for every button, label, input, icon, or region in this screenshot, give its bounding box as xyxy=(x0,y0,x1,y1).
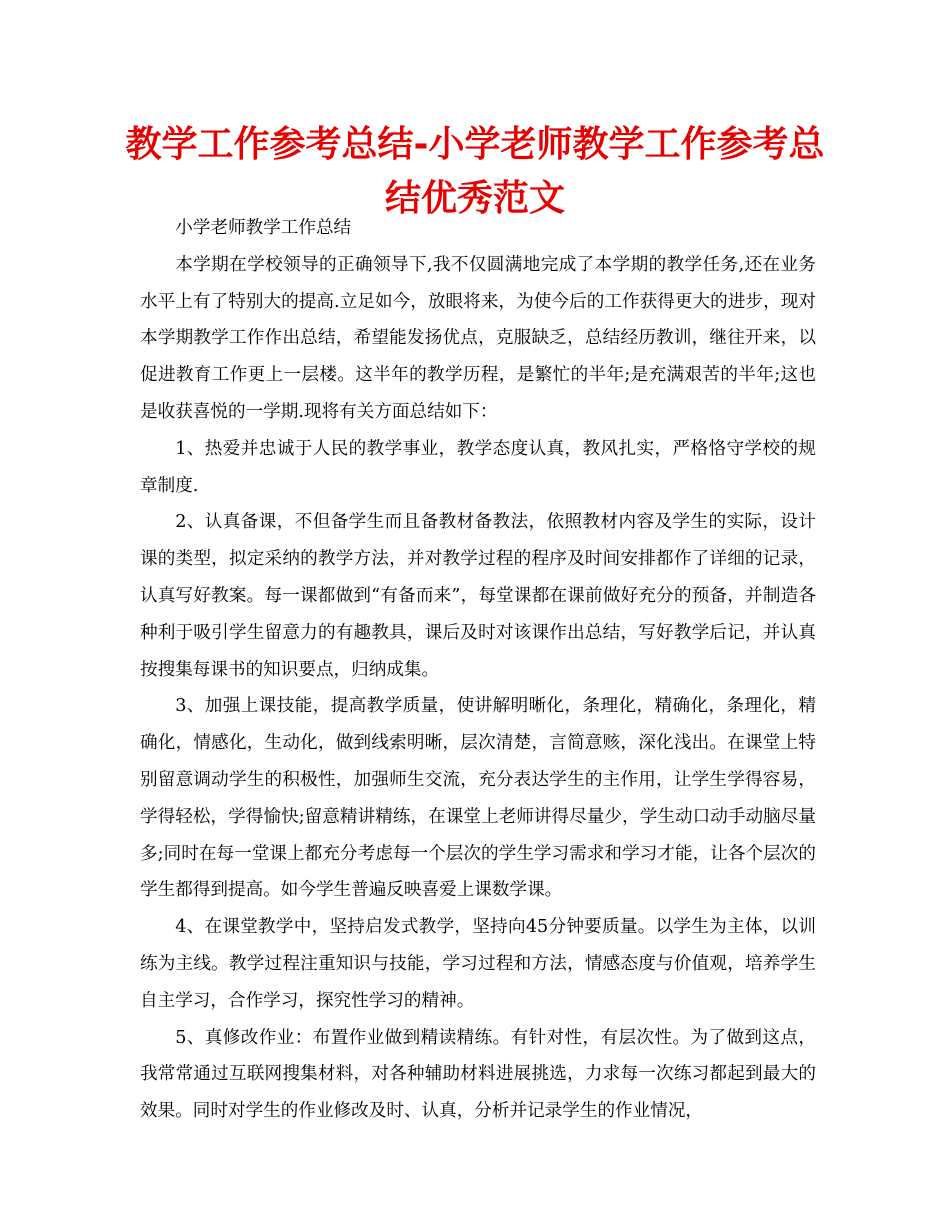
paragraph-item-1: 1、热爱并忠诚于人民的教学事业，教学态度认真，教风扎实，严格恪守学校的规章制度. xyxy=(140,438,816,496)
paragraph-item-5: 5、真修改作业：布置作业做到精读精练。有针对性，有层次性。为了做到这点，我常常通过互联网搜集材料，对各种辅助材料进展挑选，力求每一次练习都起到最大的效果。同时对学生的作业修改及时、认真，分析并记录学生的作业情况， xyxy=(140,1027,816,1122)
paragraph-item-4: 4、在课堂教学中，坚持启发式教学，坚持向45分钟要质量。以学生为主体，以训练为主线。教学过程注重知识与技能，学习过程和方法，情感态度与价值观，培养学生自主学习，合作学习，探究性学习的精神。 xyxy=(140,917,816,1011)
paragraph-item-3: 3、加强上课技能，提高教学质量，使讲解明晰化，条理化，精确化，条理化，精确化，情感化，生动化，做到线索明晰，层次清楚，言简意赅，深化浅出。在课堂上特别留意调动学生的积极性，加强师生交流，充分表达学生的主作用，让学生学得容易，学得轻松，学得愉快;留意精讲精练，在课堂上老师讲得尽量少，学生动口动手动脑尽量多;同时在每一堂课上都充分考虑每一个层次的学生学习需求和学习才能，让各个层次的学生都得到提高。如今学生普遍反映喜爱上课数学课。 xyxy=(140,696,816,901)
paragraph-intro: 本学期在学校领导的正确领导下,我不仅圆满地完成了本学期的教学任务,还在业务水平上有了特别大的提高.立足如今，放眼将来，为使今后的工作获得更大的进步，现对本学期教学工作作出总结，希望能发扬优点，克服缺乏，总结经历教训，继往开来，以促进教育工作更上一层楼。这半年的教学历程，是繁忙的半年;是充满艰苦的半年;这也是收获喜悦的一学期.现将有关方面总结如下： xyxy=(140,254,816,422)
document-subtitle: 小学老师教学工作总结 xyxy=(175,218,352,238)
document-body xyxy=(140,210,816,1130)
document-title: 教学工作参考总结-小学老师教学工作参考总结优秀范文 xyxy=(125,124,825,219)
paragraph-item-2: 2、认真备课，不但备学生而且备教材备教法，依照教材内容及学生的实际，设计课的类型，拟定采纳的教学方法，并对教学过程的程序及时间安排都作了详细的记录，认真写好教案。每一课都做到“有备而来”，每堂课都在课前做好充分的预备，并制造各种利于吸引学生留意力的有趣教具，课后及时对该课作出总结，写好教学后记，并认真按搜集每课书的知识要点，归纳成集。 xyxy=(140,512,816,680)
